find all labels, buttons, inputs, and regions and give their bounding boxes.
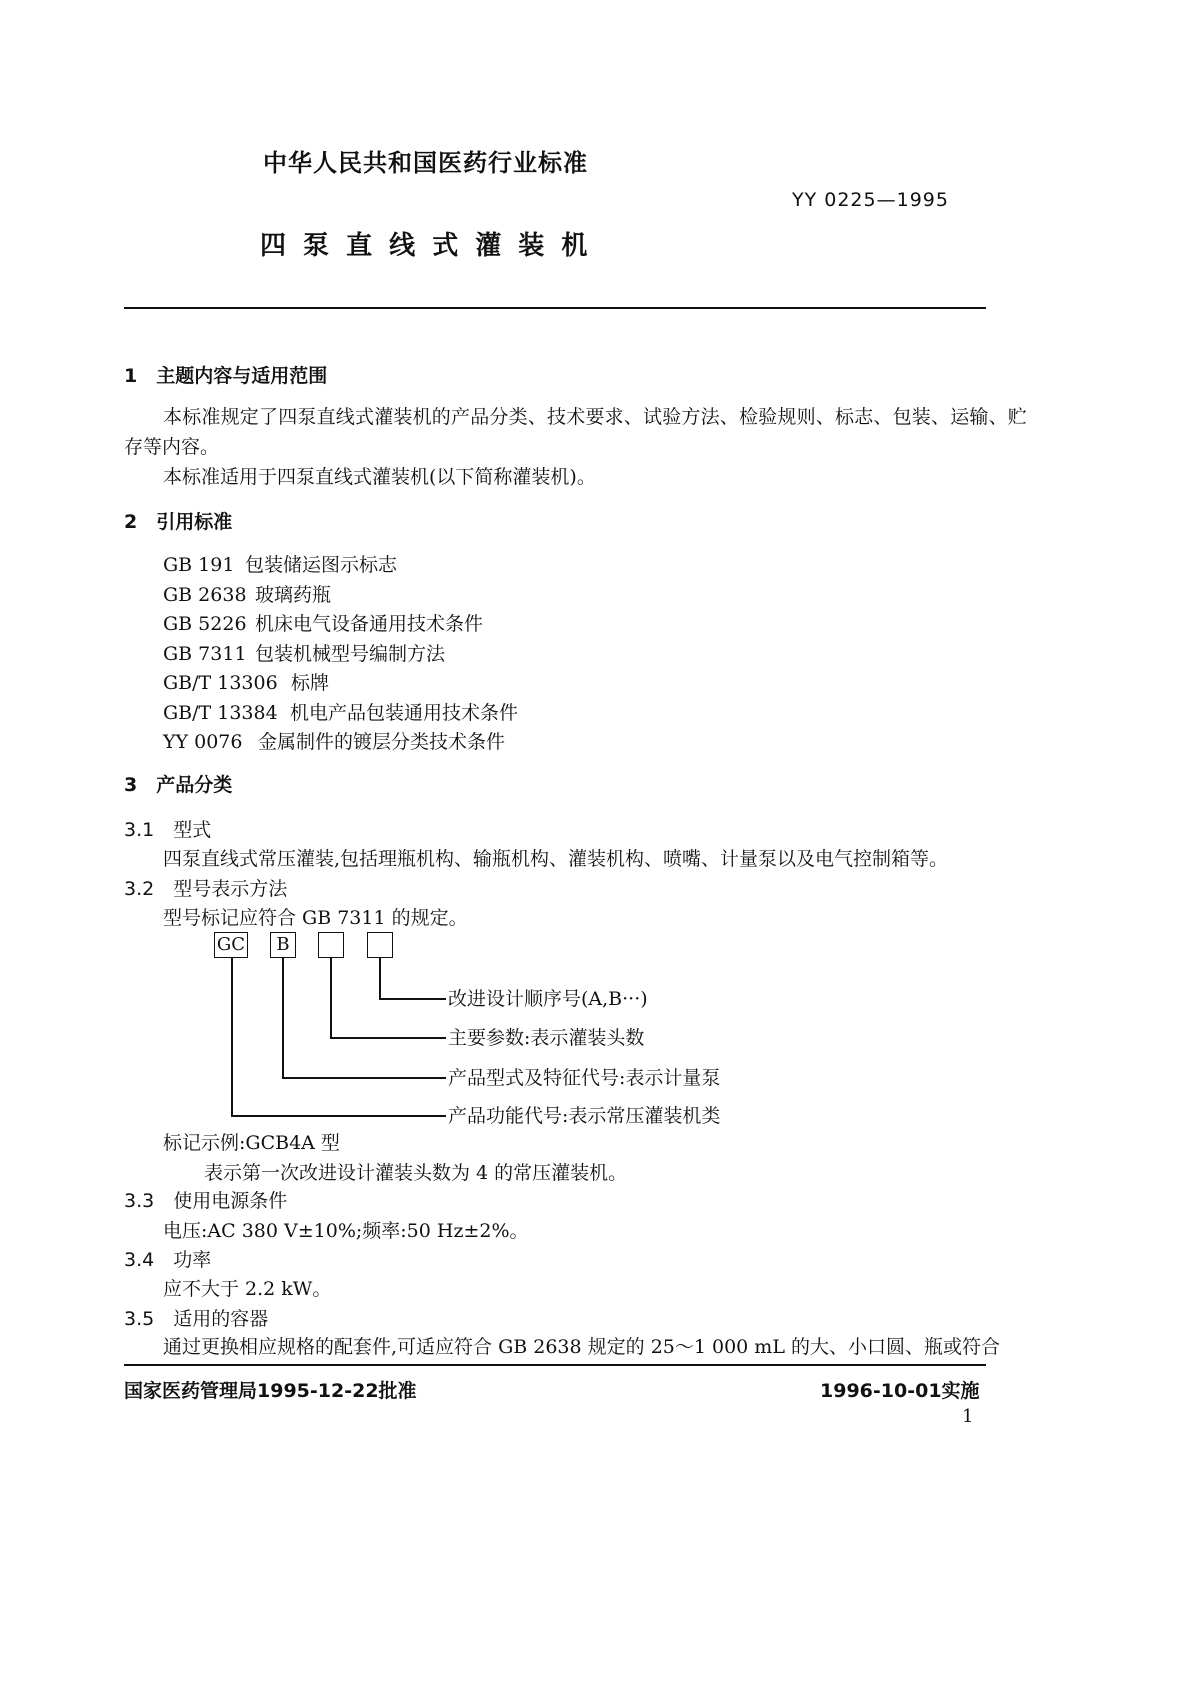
- leader-line: [231, 1115, 446, 1117]
- effective-date: 1996-10-01实施: [820, 1380, 980, 1402]
- reference-item: [163, 670, 518, 700]
- example-description: 表示第一次改进设计灌装头数为 4 的常压灌装机。: [204, 1162, 628, 1184]
- leader-line: [231, 958, 233, 1116]
- section-1-heading: 1 主题内容与适用范围: [124, 365, 328, 387]
- reference-item: [163, 729, 518, 759]
- model-label-main-parameter: 主要参数:表示灌装头数: [448, 1027, 645, 1049]
- section-3-3-heading: 3.3 使用电源条件: [124, 1190, 288, 1212]
- page-number: 1: [962, 1406, 974, 1427]
- reference-item: [163, 700, 518, 730]
- section-3-heading: 3 产品分类: [124, 774, 233, 796]
- section-3-1-text: 四泵直线式常压灌装,包括理瓶机构、输瓶机构、灌装机构、喷嘴、计量泵以及电气控制箱等。: [163, 848, 949, 870]
- reference-item: [163, 582, 518, 612]
- reference-title: 金属制件的镀层分类技术条件: [258, 731, 506, 753]
- leader-line: [282, 1077, 446, 1079]
- footer-rule: [124, 1364, 986, 1366]
- reference-title: 包装机械型号编制方法: [255, 642, 446, 665]
- reference-item: [163, 641, 518, 671]
- section-3-2-heading: 3.2 型号表示方法: [124, 878, 288, 900]
- section-3-5-text: 通过更换相应规格的配套件,可适应符合 GB 2638 规定的 25～1 000 mL 的大、小口圆、瓶或符合: [163, 1336, 1000, 1358]
- section-1-paragraph: 本标准适用于四泵直线式灌装机(以下简称灌装机)。: [163, 466, 596, 488]
- reference-code: GB 2638: [163, 583, 247, 606]
- standard-number: YY 0225—1995: [792, 189, 949, 211]
- section-1-paragraph-line: 存等内容。: [124, 436, 220, 458]
- example-label: 标记示例:GCB4A 型: [163, 1132, 340, 1154]
- reference-code: GB 7311: [163, 642, 247, 665]
- model-label-function-code: 产品功能代号:表示常压灌装机类: [448, 1105, 721, 1127]
- leader-line: [330, 958, 332, 1038]
- leader-line: [330, 1037, 446, 1039]
- header-rule: [124, 307, 986, 309]
- section-3-5-heading: 3.5 适用的容器: [124, 1308, 269, 1330]
- reference-code: GB/T 13306: [163, 672, 278, 694]
- reference-list: [163, 552, 518, 759]
- reference-item: [163, 552, 518, 582]
- model-label-type-code: 产品型式及特征代号:表示计量泵: [448, 1067, 721, 1089]
- model-label-improvement-seq: 改进设计顺序号(A,B···): [448, 988, 648, 1010]
- reference-code: GB 191: [163, 554, 235, 576]
- model-box-function-code: GC: [214, 932, 248, 958]
- section-3-2-text: 型号标记应符合 GB 7311 的规定。: [163, 907, 468, 929]
- model-box-main-parameter: [318, 932, 344, 958]
- reference-code: GB 5226: [163, 613, 247, 635]
- org-title: 中华人民共和国医药行业标准: [263, 149, 588, 177]
- leader-line: [379, 998, 446, 1000]
- approval-line: 国家医药管理局1995-12-22批准: [124, 1380, 417, 1402]
- section-3-1-heading: 3.1 型式: [124, 819, 212, 841]
- leader-line: [379, 958, 381, 999]
- reference-title: 机电产品包装通用技术条件: [290, 701, 519, 724]
- section-1-paragraph-line: 本标准规定了四泵直线式灌装机的产品分类、技术要求、试验方法、检验规则、标志、包装、运输、贮: [163, 406, 1028, 428]
- section-3-4-heading: 3.4 功率: [124, 1249, 212, 1271]
- doc-title: 四 泵 直 线 式 灌 装 机: [260, 231, 592, 261]
- model-box-type-code: B: [270, 932, 296, 958]
- section-2-heading: 2 引用标准: [124, 511, 233, 533]
- reference-code: GB/T 13384: [163, 701, 278, 724]
- reference-title: 包装储运图示标志: [245, 554, 398, 576]
- section-3-4-text: 应不大于 2.2 kW。: [163, 1278, 332, 1300]
- reference-title: 标牌: [291, 672, 330, 694]
- reference-title: 机床电气设备通用技术条件: [255, 613, 484, 635]
- model-box-improvement-seq: [367, 932, 393, 958]
- reference-item: [163, 611, 518, 641]
- section-3-3-text: 电压:AC 380 V±10%;频率:50 Hz±2%。: [163, 1220, 529, 1242]
- reference-code: YY 0076: [163, 731, 243, 753]
- leader-line: [282, 958, 284, 1078]
- reference-title: 玻璃药瓶: [255, 583, 332, 606]
